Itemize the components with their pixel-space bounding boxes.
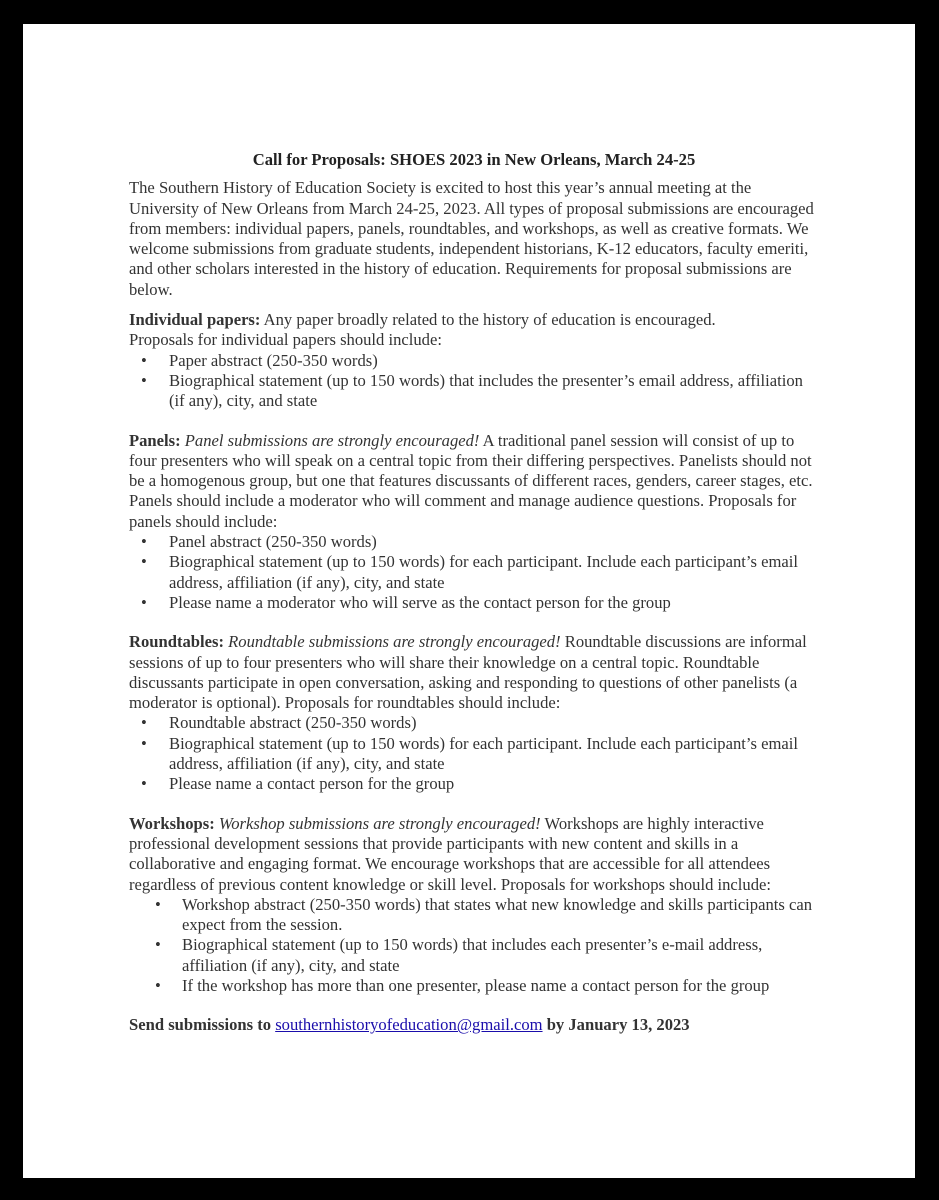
panels-list — [129, 532, 819, 613]
individual-paragraph — [129, 310, 819, 330]
list-item: • Roundtable abstract (250-350 words) — [129, 713, 819, 733]
section-panels — [129, 431, 819, 614]
roundtables-heading: Roundtables: — [129, 632, 224, 652]
individual-heading: Individual papers: — [129, 310, 261, 330]
section-roundtables — [129, 632, 819, 794]
list-item: • Workshop abstract (250-350 words) that states what new knowledge and skills participants can expect from the session. — [129, 895, 819, 936]
workshops-heading: Workshops: — [129, 813, 215, 833]
roundtables-emphasis: Roundtable submissions are strongly encouraged! — [228, 632, 561, 652]
document-body — [129, 150, 819, 1036]
list-item: • Paper abstract (250-350 words) — [129, 351, 819, 371]
list-item: • If the workshop has more than one presenter, please name a contact person for the group — [129, 976, 819, 996]
roundtables-text: Roundtable discussions are informal sessions of up to four presenters who will share their knowledge on a central topic. Roundtable discussants participate in open conversation, asking and responding to questions of other panelists (a moderator is optional). Proposals for roundtables should include: — [129, 632, 807, 713]
send-submissions-line — [129, 1015, 819, 1035]
list-item: • Please name a contact person for the group — [129, 774, 819, 794]
list-item: • Biographical statement (up to 150 words) that includes each presenter’s e-mail address, affiliation (if any), city, and state — [129, 935, 819, 976]
section-individual-papers — [129, 310, 819, 411]
email-link[interactable]: southernhistoryofeducation@gmail.com — [275, 1015, 543, 1035]
list-item: • Biographical statement (up to 150 words) that includes the presenter’s email address, affiliation (if any), city, and state — [129, 371, 819, 412]
list-item: • Biographical statement (up to 150 words) for each participant. Include each participant’s email address, affiliation (if any), city, and state — [129, 734, 819, 775]
workshops-paragraph — [129, 814, 819, 895]
intro-paragraph: The Southern History of Education Society is excited to host this year’s annual meeting at the University of New Orleans from March 24-25, 2023. All types of proposal submissions are encouraged from members: individual papers, panels, roundtables, and workshops, as well as creative formats. We welcome submissions from graduate students, independent historians, K-12 educators, faculty emeriti, and other scholars interested in the history of education. Requirements for proposal submissions are below. — [129, 178, 814, 299]
list-item: • Please name a moderator who will serve as the contact person for the group — [129, 593, 819, 613]
panels-paragraph — [129, 431, 819, 532]
section-workshops — [129, 814, 819, 997]
panels-emphasis: Panel submissions are strongly encouraged! — [184, 430, 480, 450]
panels-text: A traditional panel session will consist of up to four presenters who will speak on a central topic from their differing perspectives. Panelists should not be a homogenous group, but one that features discussants of different races, genders, career stages, etc. Panels should include a moderator who will comment and manage audience questions. Proposals for panels should include: — [129, 430, 813, 531]
workshops-list — [129, 895, 819, 996]
individual-text: Any paper broadly related to the history of education is encouraged. — [260, 310, 716, 330]
individual-list — [129, 351, 819, 412]
workshops-emphasis: Workshop submissions are strongly encouraged! — [218, 813, 541, 833]
roundtables-list — [129, 713, 819, 794]
send-suffix: by January 13, 2023 — [542, 1015, 690, 1035]
list-item: • Panel abstract (250-350 words) — [129, 532, 819, 552]
document-page — [23, 24, 915, 1178]
send-prefix: Send submissions to — [129, 1015, 276, 1035]
roundtables-paragraph — [129, 632, 819, 713]
panels-heading: Panels: — [129, 430, 181, 450]
list-item: • Biographical statement (up to 150 words) for each participant. Include each participant’s email address, affiliation (if any), city, and state — [129, 552, 819, 593]
individual-text-2: Proposals for individual papers should include: — [129, 330, 442, 350]
workshops-text: Workshops are highly interactive professional development sessions that provide participants with new content and skills in a collaborative and engaging format. We encourage workshops that are accessible for all attendees regardless of previous content knowledge or skill level. Proposals for workshops should include: — [129, 813, 771, 894]
document-title: Call for Proposals: SHOES 2023 in New Orleans, March 24-25 — [252, 150, 696, 169]
